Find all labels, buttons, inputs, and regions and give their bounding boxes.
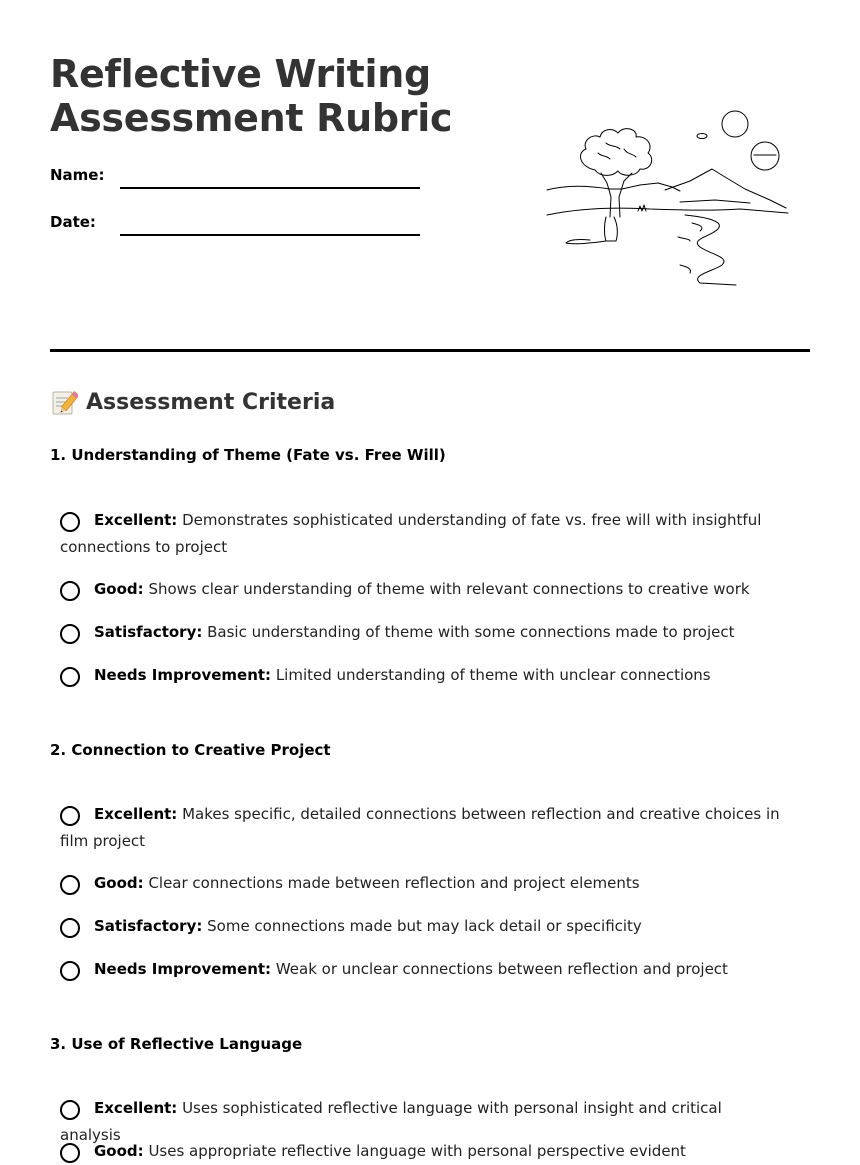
- rubric-option: [60, 801, 780, 855]
- rubric-option: [60, 619, 780, 646]
- level-description: Weak or unclear connections between reflection and project: [271, 960, 728, 978]
- radio-button[interactable]: [60, 512, 80, 532]
- section-heading-text: Assessment Criteria: [86, 389, 336, 415]
- rubric-option: [60, 956, 780, 983]
- level-description: Shows clear understanding of theme with relevant connections to creative work: [143, 580, 750, 598]
- rubric-option: [60, 662, 780, 689]
- title-line-1: Reflective Writing: [50, 52, 431, 96]
- level-description: Some connections made but may lack detail or specificity: [202, 917, 642, 935]
- radio-button[interactable]: [60, 581, 80, 601]
- name-label: Name:: [50, 166, 105, 184]
- criterion-title: 3. Use of Reflective Language: [50, 1035, 303, 1053]
- rubric-option: [60, 507, 780, 561]
- page-title: [50, 52, 452, 140]
- radio-button[interactable]: [60, 875, 80, 895]
- moon-outline: [751, 142, 779, 170]
- name-field[interactable]: [120, 187, 420, 189]
- level-label: Excellent:: [94, 511, 178, 529]
- date-label: Date:: [50, 213, 96, 231]
- rubric-option: [60, 576, 780, 603]
- level-label: Satisfactory:: [94, 917, 203, 935]
- radio-button[interactable]: [60, 624, 80, 644]
- title-line-2: Assessment Rubric: [50, 96, 453, 140]
- level-description: Demonstrates sophisticated understanding of fate vs. free will with insightful connections to project: [60, 511, 762, 556]
- cat-figure: [605, 217, 618, 241]
- level-description: Uses sophisticated reflective language with personal insight and critical analysis: [60, 1099, 722, 1144]
- radio-button[interactable]: [60, 806, 80, 826]
- level-label: Satisfactory:: [94, 623, 203, 641]
- radio-button[interactable]: [60, 961, 80, 981]
- radio-button[interactable]: [60, 667, 80, 687]
- level-description: Limited understanding of theme with unclear connections: [271, 666, 711, 684]
- level-description: Basic understanding of theme with some connections made to project: [202, 623, 735, 641]
- level-description: Clear connections made between reflection and project elements: [143, 874, 640, 892]
- section-heading: [50, 388, 335, 416]
- level-description: Makes specific, detailed connections between reflection and creative choices in film project: [60, 805, 780, 850]
- memo-pencil-icon: [50, 388, 78, 416]
- level-label: Good:: [94, 1142, 144, 1160]
- level-label: Good:: [94, 874, 144, 892]
- river-outline: [685, 215, 736, 285]
- level-label: Needs Improvement:: [94, 960, 272, 978]
- tree-canopy: [580, 129, 651, 176]
- criterion-title: 2. Connection to Creative Project: [50, 741, 331, 759]
- level-label: Good:: [94, 580, 144, 598]
- landscape-illustration: [540, 105, 795, 290]
- rubric-option: [60, 913, 780, 940]
- level-label: Excellent:: [94, 1099, 178, 1117]
- header-divider: [50, 349, 810, 352]
- level-description: Uses appropriate reflective language with personal perspective evident: [143, 1142, 686, 1160]
- date-field[interactable]: [120, 234, 420, 236]
- radio-button[interactable]: [60, 1143, 80, 1163]
- rubric-option: [60, 870, 780, 897]
- sun-outline: [722, 111, 748, 137]
- level-label: Needs Improvement:: [94, 666, 272, 684]
- criterion-title: 1. Understanding of Theme (Fate vs. Free Will): [50, 446, 446, 464]
- level-label: Excellent:: [94, 805, 178, 823]
- radio-button[interactable]: [60, 918, 80, 938]
- radio-button[interactable]: [60, 1100, 80, 1120]
